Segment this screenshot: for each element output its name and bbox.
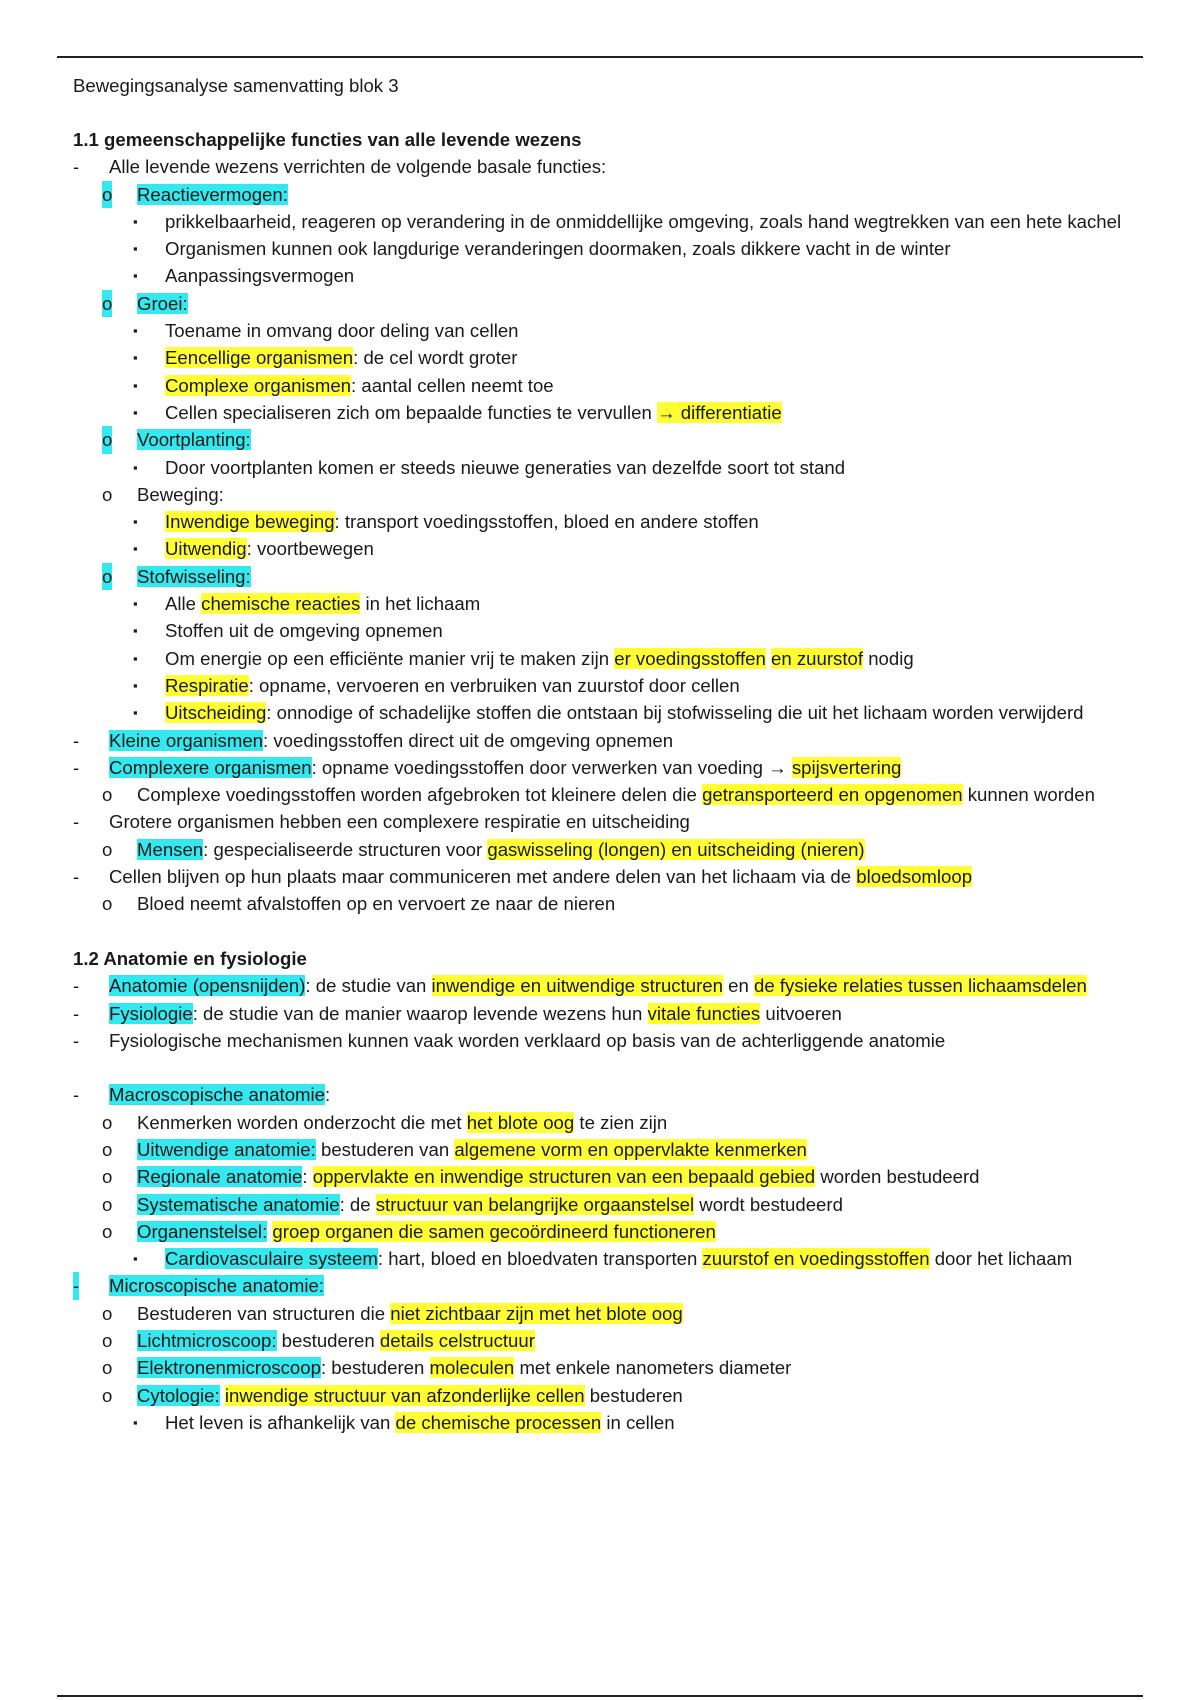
square-bullet-icon: ▪ — [133, 623, 138, 639]
square-bullet-icon: ▪ — [133, 268, 138, 284]
square-bullet-icon: ▪ — [133, 377, 138, 393]
highlight-key: en zuurstof — [771, 647, 864, 669]
text-run: : aantal cellen neemt toe — [351, 374, 554, 396]
highlight-key: oppervlakte en inwendige structuren van een bepaald gebied — [312, 1166, 816, 1188]
dash-bullet: - — [73, 756, 80, 778]
list-item — [73, 1163, 1133, 1190]
highlight-term: Cardiovasculaire systeem — [165, 1248, 378, 1270]
text-run: Beweging: — [137, 483, 224, 505]
text-run: en — [723, 975, 755, 997]
text-run: Bestuderen van structuren die — [137, 1302, 391, 1324]
list-item — [73, 1300, 1133, 1327]
circle-bullet: o — [102, 1357, 113, 1379]
text-run: : gespecialiseerde structuren voor — [203, 838, 488, 860]
circle-bullet: o — [102, 1302, 113, 1324]
list-item — [73, 863, 1133, 890]
dash-bullet: - — [73, 1272, 79, 1299]
list-item — [73, 290, 1133, 317]
list-item — [73, 344, 1133, 371]
text-run: Kenmerken worden onderzocht die met — [137, 1111, 467, 1133]
circle-bullet: o — [102, 893, 113, 915]
list-item — [73, 890, 1133, 917]
text-run: : — [325, 1084, 331, 1106]
text-run: uitvoeren — [760, 1002, 842, 1024]
list-item — [73, 235, 1133, 262]
text-run: : transport voedingsstoffen, bloed en andere stoffen — [334, 511, 759, 533]
text-run: Aanpassingsvermogen — [165, 265, 355, 287]
list-item — [73, 1218, 1133, 1245]
text-run: Alle levende wezens verrichten de volgende basale functies: — [109, 156, 607, 178]
blank-line — [73, 918, 1133, 945]
list-item — [73, 1272, 1133, 1299]
highlight-term: Cytologie: — [137, 1384, 220, 1406]
highlight-key: Respiratie — [165, 674, 249, 696]
circle-bullet: o — [102, 290, 112, 317]
square-bullet-icon: ▪ — [133, 1251, 138, 1267]
list-item — [73, 1409, 1133, 1436]
list-item — [73, 754, 1133, 781]
text-run: : bestuderen — [320, 1357, 430, 1379]
text-run: door het lichaam — [929, 1248, 1073, 1270]
highlight-key: Uitscheiding — [165, 702, 267, 724]
square-bullet-icon: ▪ — [133, 514, 138, 530]
highlight-key: getransporteerd en opgenomen — [702, 784, 963, 806]
square-bullet-icon: ▪ — [133, 459, 138, 475]
square-bullet-icon: ▪ — [133, 705, 138, 721]
document-title: Bewegingsanalyse samenvatting blok 3 — [73, 75, 399, 96]
highlight-key: moleculen — [429, 1357, 515, 1379]
dash-bullet: - — [73, 729, 80, 751]
text-run: Bloed neemt afvalstoffen op en vervoert ze naar de nieren — [137, 893, 616, 915]
highlight-term: Reactievermogen: — [137, 183, 288, 205]
highlight-key: de chemische processen — [395, 1411, 602, 1433]
highlight-term: Regionale anatomie — [137, 1166, 303, 1188]
list-item — [73, 1027, 1133, 1054]
dash-bullet: - — [73, 156, 80, 178]
text-run: Fysiologische mechanismen kunnen vaak worden verklaard op basis van de achterliggende anatomie — [109, 1029, 946, 1051]
square-bullet-icon: ▪ — [133, 404, 138, 420]
highlight-term: Macroscopische anatomie — [109, 1084, 325, 1106]
dash-bullet: - — [73, 866, 80, 888]
text-run: te zien zijn — [574, 1111, 668, 1133]
text-run: Cellen specialiseren zich om bepaalde functies te vervullen — [165, 401, 657, 423]
highlight-key: vitale functies — [647, 1002, 761, 1024]
highlight-term: Elektronenmicroscoop — [137, 1357, 321, 1379]
list-item — [73, 645, 1133, 672]
text-run: : opname, vervoeren en verbruiken van zuurstof door cellen — [248, 674, 740, 696]
highlight-key: chemische reacties — [201, 593, 361, 615]
list-item — [73, 808, 1133, 835]
circle-bullet: o — [102, 784, 113, 806]
list-item — [73, 617, 1133, 644]
circle-bullet: o — [102, 1166, 113, 1188]
square-bullet-icon: ▪ — [133, 650, 138, 666]
highlight-term: Complexere organismen — [109, 756, 312, 778]
list-item — [73, 535, 1133, 562]
highlight-key: inwendige en uitwendige structuren — [431, 975, 723, 997]
list-item — [73, 1245, 1133, 1272]
highlight-key: de fysieke relaties tussen lichaamsdelen — [754, 975, 1087, 997]
text-run: : voedingsstoffen direct uit de omgeving opnemen — [263, 729, 674, 751]
highlight-term: Kleine organismen — [109, 729, 264, 751]
square-bullet-icon: ▪ — [133, 323, 138, 339]
highlight-key: → differentiatie — [656, 401, 782, 423]
circle-bullet: o — [102, 563, 112, 590]
text-run: Alle — [165, 593, 202, 615]
highlight-term: Groei: — [137, 292, 188, 314]
text-run: : — [302, 1166, 313, 1188]
list-item — [73, 1191, 1133, 1218]
highlight-term: Anatomie (opensnijden) — [109, 975, 306, 997]
circle-bullet: o — [102, 838, 113, 860]
list-item — [73, 262, 1133, 289]
text-run: kunnen worden — [962, 784, 1095, 806]
highlight-key: Inwendige beweging — [165, 511, 335, 533]
text-run: : hart, bloed en bloedvaten transporten — [377, 1248, 703, 1270]
text-run: Door voortplanten komen er steeds nieuwe generaties van dezelfde soort tot stand — [165, 456, 846, 478]
square-bullet-icon: ▪ — [133, 350, 138, 366]
text-run: Om energie op een efficiënte manier vrij te maken zijn — [165, 647, 615, 669]
square-bullet-icon: ▪ — [133, 677, 138, 693]
list-item — [73, 563, 1133, 590]
highlight-term: Lichtmicroscoop: — [137, 1330, 277, 1352]
circle-bullet: o — [102, 1330, 113, 1352]
highlight-term: Fysiologie — [109, 1002, 193, 1024]
list-item — [73, 1354, 1133, 1381]
text-run: Grotere organismen hebben een complexere respiratie en uitscheiding — [109, 811, 690, 833]
text-run: Stoffen uit de omgeving opnemen — [165, 620, 443, 642]
highlight-key: gaswisseling (longen) en uitscheiding (nieren) — [487, 838, 865, 860]
circle-bullet: o — [102, 181, 112, 208]
list-item — [73, 727, 1133, 754]
text-run: Organismen kunnen ook langdurige veranderingen doormaken, zoals dikkere vacht in de winter — [165, 238, 951, 260]
highlight-term: Uitwendige anatomie: — [137, 1138, 316, 1160]
square-bullet-icon: ▪ — [133, 596, 138, 612]
section-heading — [73, 126, 1133, 153]
circle-bullet: o — [102, 426, 112, 453]
highlight-key: het blote oog — [466, 1111, 575, 1133]
text-run: : de — [339, 1193, 376, 1215]
text-run: Cellen blijven op hun plaats maar communiceren met andere delen van het lichaam via de — [109, 866, 857, 888]
list-item — [73, 426, 1133, 453]
list-item — [73, 1081, 1133, 1108]
list-item — [73, 1327, 1133, 1354]
list-item — [73, 481, 1133, 508]
dash-bullet: - — [73, 1029, 80, 1051]
circle-bullet: o — [102, 1384, 113, 1406]
list-item — [73, 699, 1133, 726]
list-item — [73, 781, 1133, 808]
highlight-term: Mensen — [137, 838, 204, 860]
circle-bullet: o — [102, 1111, 113, 1133]
highlight-key: groep organen die samen gecoördineerd functioneren — [272, 1220, 716, 1242]
list-item — [73, 590, 1133, 617]
list-item — [73, 1109, 1133, 1136]
highlight-key: zuurstof en voedingsstoffen — [702, 1248, 930, 1270]
text-run: : opname voedingsstoffen door verwerken van voeding → — [311, 756, 792, 778]
highlight-term: Organenstelsel: — [137, 1220, 268, 1242]
text-run: : voortbewegen — [246, 538, 374, 560]
highlight-key: structuur van belangrijke orgaanstelsel — [375, 1193, 695, 1215]
blank-line — [73, 1054, 1133, 1081]
highlight-term: Voortplanting: — [137, 429, 251, 451]
text-run: bestuderen — [584, 1384, 683, 1406]
bottom-rule — [57, 1695, 1143, 1697]
text-run: Toename in omvang door deling van cellen — [165, 320, 519, 342]
circle-bullet: o — [102, 1138, 113, 1160]
text-run: Het leven is afhankelijk van — [165, 1411, 396, 1433]
list-item — [73, 372, 1133, 399]
square-bullet-icon: ▪ — [133, 241, 138, 257]
highlight-key: Uitwendig — [165, 538, 247, 560]
text-run: met enkele nanometers diameter — [514, 1357, 792, 1379]
list-item — [73, 454, 1133, 481]
list-item — [73, 399, 1133, 426]
highlight-key: algemene vorm en oppervlakte kenmerken — [454, 1138, 807, 1160]
highlight-term: Microscopische anatomie: — [109, 1275, 324, 1297]
text-run: Complexe voedingsstoffen worden afgebroken tot kleinere delen die — [137, 784, 703, 806]
text-run: in het lichaam — [360, 593, 481, 615]
list-item — [73, 153, 1133, 180]
text-run: bestuderen van — [315, 1138, 455, 1160]
text-run: : de cel wordt groter — [353, 347, 518, 369]
highlight-key: Eencellige organismen — [165, 347, 354, 369]
dash-bullet: - — [73, 811, 80, 833]
text-run: nodig — [863, 647, 914, 669]
text-run: 1.1 gemeenschappelijke functies van alle levende wezens — [73, 129, 582, 150]
text-run: : de studie van de manier waarop levende wezens hun — [192, 1002, 648, 1024]
list-item — [73, 1000, 1133, 1027]
list-item — [73, 672, 1133, 699]
text-run: worden bestudeerd — [815, 1166, 980, 1188]
highlight-key: er voedingsstoffen — [614, 647, 766, 669]
document-body — [73, 126, 1133, 1436]
highlight-key: niet zichtbaar zijn met het blote oog — [390, 1302, 683, 1324]
list-item — [73, 1382, 1133, 1409]
circle-bullet: o — [102, 483, 113, 505]
square-bullet-icon: ▪ — [133, 541, 138, 557]
square-bullet-icon: ▪ — [133, 213, 138, 229]
text-run: : de studie van — [305, 975, 432, 997]
document-page — [73, 72, 1133, 1436]
section-heading — [73, 945, 1133, 972]
highlight-key: inwendige structuur van afzonderlijke cellen — [224, 1384, 585, 1406]
text-run: : onnodige of schadelijke stoffen die ontstaan bij stofwisseling die uit het lichaam worden verwijderd — [266, 702, 1084, 724]
circle-bullet: o — [102, 1220, 113, 1242]
highlight-term: Systematische anatomie — [137, 1193, 340, 1215]
text-run: wordt bestudeerd — [694, 1193, 843, 1215]
highlight-term: Stofwisseling: — [137, 565, 251, 587]
text-run: prikkelbaarheid, reageren op verandering in de onmiddellijke omgeving, zoals hand wegtrekken van een hete kachel — [165, 210, 1122, 232]
dash-bullet: - — [73, 975, 80, 997]
highlight-key: bloedsomloop — [856, 866, 973, 888]
highlight-key: details celstructuur — [379, 1330, 535, 1352]
highlight-key: spijsvertering — [791, 756, 902, 778]
list-item — [73, 181, 1133, 208]
text-run: in cellen — [601, 1411, 675, 1433]
list-item — [73, 208, 1133, 235]
text-run: 1.2 Anatomie en fysiologie — [73, 947, 307, 969]
list-item — [73, 508, 1133, 535]
list-item — [73, 972, 1133, 999]
dash-bullet: - — [73, 1002, 80, 1024]
list-item — [73, 317, 1133, 344]
list-item — [73, 836, 1133, 863]
square-bullet-icon: ▪ — [133, 1414, 138, 1430]
circle-bullet: o — [102, 1193, 113, 1215]
dash-bullet: - — [73, 1084, 80, 1106]
highlight-key: Complexe organismen — [165, 374, 352, 396]
list-item — [73, 1136, 1133, 1163]
text-run: bestuderen — [276, 1330, 380, 1352]
top-rule — [57, 56, 1143, 58]
